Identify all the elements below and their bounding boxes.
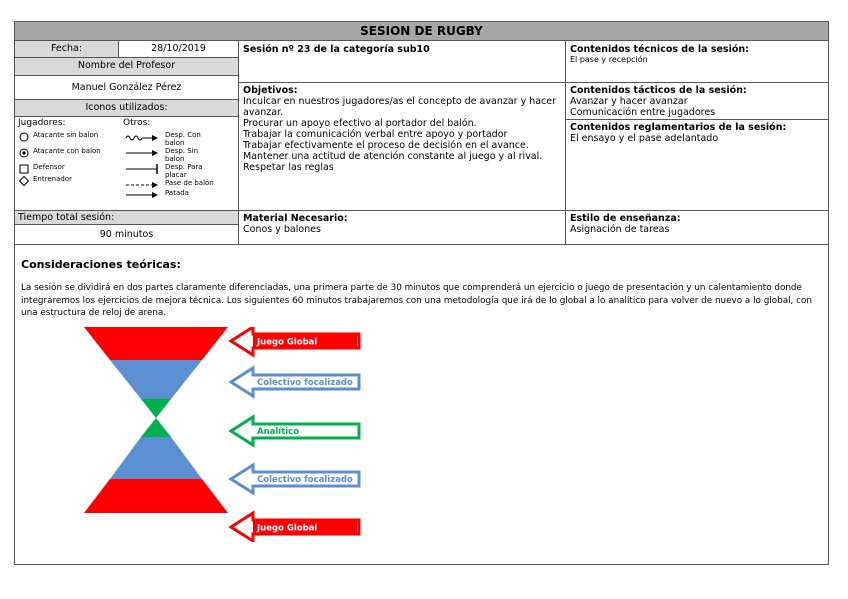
tecnicos-text: El pase y recepción xyxy=(570,55,648,64)
session-sheet xyxy=(14,21,829,565)
tecnicos-title: Contenidos técnicos de la sesión: xyxy=(570,44,749,55)
estilo-text: Asignación de tareas xyxy=(570,224,670,235)
jugador-entrenador: Entrenador xyxy=(33,175,72,183)
arrow-label: Colectivo focalizado xyxy=(257,475,353,485)
dashed-arrow-icon xyxy=(125,180,161,190)
arrow-label: Colectivo focalizado xyxy=(257,378,353,388)
hourglass-diagram xyxy=(81,327,371,542)
reglamentarios-cell xyxy=(566,120,828,211)
material-text: Conos y balones xyxy=(243,224,322,235)
objetivo-item: Procurar un apoyo efectivo al portador del balón. xyxy=(243,118,477,129)
arrow-juego-global-top xyxy=(231,327,359,355)
circle-icon xyxy=(19,132,33,142)
objetivo-item: Inculcar en nuestros jugadores/as el concepto de avanzar y hacer avanzar. xyxy=(243,96,557,118)
diamond-icon xyxy=(19,176,33,186)
objetivo-item: Trabajar efectivamente el proceso de decisión en el avance. xyxy=(243,140,529,151)
hourglass-band-green-top xyxy=(141,399,171,418)
arrow-icon xyxy=(125,148,161,158)
reglamentarios-text: El ensayo y el pase adelantado xyxy=(570,133,719,144)
hourglass-band-green-bottom xyxy=(141,418,171,437)
tecnicos-cell xyxy=(566,41,828,83)
tactico-item: Avanzar y hacer avanzar xyxy=(570,96,688,107)
estilo-title: Estilo de enseñanza: xyxy=(570,213,681,224)
wavy-arrow-icon xyxy=(125,132,161,142)
reglamentarios-title: Contenidos reglamentarios de la sesión: xyxy=(570,122,787,133)
arrow-juego-global-bottom xyxy=(231,513,359,541)
estilo-cell xyxy=(566,211,828,245)
arrow-colectivo-bottom xyxy=(231,465,359,493)
otro-desp-con: Desp. Con balon xyxy=(165,131,201,147)
material-cell xyxy=(239,211,566,245)
tactico-item: Comunicación entre jugadores xyxy=(570,107,716,118)
iconos-label: Iconos utilizados: xyxy=(15,100,239,117)
arrow-analitico xyxy=(231,417,359,445)
arrow-label: Juego Global xyxy=(257,337,318,348)
arrow-colectivo-top xyxy=(231,368,359,396)
sesion-cell xyxy=(239,41,566,83)
profesor-label: Nombre del Profesor xyxy=(15,58,239,76)
objetivo-item: Trabajar la comunicación verbal entre apoyo y portador xyxy=(243,129,508,140)
sheet-title: SESION DE RUGBY xyxy=(15,22,828,41)
jugadores-label: Jugadores: xyxy=(18,118,66,128)
tackle-line-icon xyxy=(125,164,161,174)
objetivos-cell xyxy=(239,83,566,211)
material-title: Material Necesario: xyxy=(243,213,348,224)
consideraciones-title: Consideraciones teóricas: xyxy=(21,258,181,271)
tiempo-label: Tiempo total sesión: xyxy=(15,211,239,225)
consideraciones-text: La sesión se dividirá en dos partes claramente diferenciadas, una primera parte de 30 minutos que comprenderá un ejercicio o juego de presentación y un calentamiento donde integraremos los ejercicios de mejora técnica. Los siguientes 60 minutos trabajaremos con una metodología que irá de lo global a lo analítico para volver de nuevo a lo global, con una estructura de reloj de arena. xyxy=(21,283,812,318)
jugador-atacante-sin: Atacante sin balon xyxy=(33,131,99,139)
tiempo-value: 90 minutos xyxy=(15,225,239,245)
kick-arrow-icon xyxy=(125,190,161,200)
fecha-label: Fecha: xyxy=(15,41,119,58)
fecha-value: 28/10/2019 xyxy=(119,41,239,58)
circle-dot-icon xyxy=(19,148,33,158)
jugador-atacante-con: Atacante con balon xyxy=(33,147,101,155)
otro-desp-placar: Desp. Para placar xyxy=(165,163,203,179)
otro-pase: Pase de balón xyxy=(165,179,214,187)
tacticos-cell xyxy=(566,83,828,120)
objetivo-item: Respetar las reglas xyxy=(243,162,334,173)
hourglass-band-blue-top xyxy=(110,360,202,399)
otros-label: Otros: xyxy=(123,118,151,128)
tacticos-title: Contenidos tácticos de la sesión: xyxy=(570,85,747,96)
hourglass-band-blue-bottom xyxy=(110,437,202,479)
otro-desp-sin: Desp. Sin balon xyxy=(165,147,199,163)
objetivos-title: Objetivos: xyxy=(243,85,298,96)
jugador-defensor: Defensor xyxy=(33,163,65,171)
objetivo-item: Mantener una actitud de atención constante al juego y al rival. xyxy=(243,151,543,162)
arrow-label: Analítico xyxy=(257,427,300,437)
arrow-label: Juego Global xyxy=(257,523,318,534)
hourglass-band-red-top xyxy=(84,327,228,360)
square-icon xyxy=(19,164,33,174)
hourglass-band-red-bottom xyxy=(84,479,228,513)
icon-legend xyxy=(15,117,239,211)
sesion-title: Sesión nº 23 de la categoría sub10 xyxy=(243,44,430,55)
profesor-value: Manuel González Pérez xyxy=(15,76,239,100)
otro-patada: Patada xyxy=(165,189,189,197)
